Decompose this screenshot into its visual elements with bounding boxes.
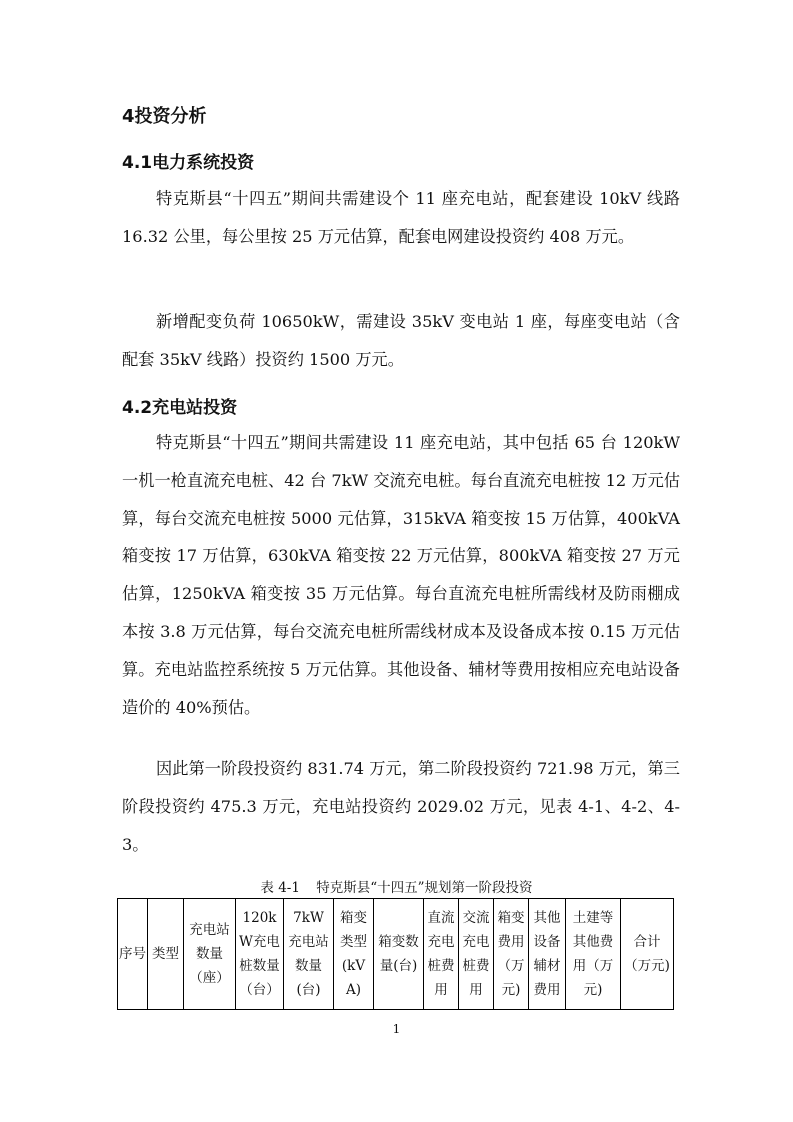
subsection-heading-charging: 4.2充电站投资 xyxy=(122,398,238,418)
header-cell: 序号 xyxy=(118,899,148,1010)
page-number: 1 xyxy=(392,1022,401,1036)
header-cell: 7kW 充电站数量(台) xyxy=(284,899,334,1010)
header-cell: 充电站数量（座） xyxy=(184,899,236,1010)
table-header-row xyxy=(118,899,674,1010)
header-cell: 土建等其他费用（万元) xyxy=(566,899,621,1010)
table-number: 表 4-1 xyxy=(260,880,300,896)
header-cell: 直流充电桩费用 xyxy=(424,899,459,1010)
header-cell: 交流充电桩费用 xyxy=(459,899,494,1010)
paragraph-substation: 新增配变负荷 10650kW，需建设 35kV 变电站 1 座，每座变电站（含配套 35kV 线路）投资约 1500 万元。 xyxy=(122,312,680,369)
header-cell: 类型 xyxy=(148,899,184,1010)
header-cell: 合计（万元) xyxy=(621,899,674,1010)
header-cell: 120kW充电桩数量（台） xyxy=(236,899,284,1010)
table-caption xyxy=(0,876,793,896)
header-cell: 其他设备辅材费用 xyxy=(529,899,566,1010)
section-heading: 4投资分析 xyxy=(122,106,207,127)
subsection-heading-power: 4.1电力系统投资 xyxy=(122,153,255,173)
header-cell: 箱变数量(台) xyxy=(374,899,424,1010)
paragraph-power-lines: 特克斯县“十四五”期间共需建设个 11 座充电站，配套建设 10kV 线路 16.32 公里，每公里按 25 万元估算，配套电网建设投资约 408 万元。 xyxy=(122,189,680,246)
header-cell: 箱变类型(kVA) xyxy=(334,899,374,1010)
header-cell: 箱变费用（万元) xyxy=(494,899,529,1010)
paragraph-stage-totals: 因此第一阶段投资约 831.74 万元，第二阶段投资约 721.98 万元，第三阶段投资约 475.3 万元，充电站投资约 2029.02 万元，见表 4-1、4-2、4-3。 xyxy=(122,759,680,854)
paragraph-charging-costs: 特克斯县“十四五”期间共需建设 11 座充电站，其中包括 65 台 120kW 一机一枪直流充电桩、42 台 7kW 交流充电桩。每台直流充电桩按 12 万元估算，每台交流充电桩按 5000 元估算，315kVA 箱变按 15 万估算，400kVA 箱变按 17 万估算，630kVA 箱变按 22 万元估算，800kVA 箱变按 27 万元估算，1250kVA 箱变按 35 万元估算。每台直流充电桩所需线材及防雨棚成本按 3.8 万元估算，每台交流充电桩所需线材成本及设备成本按 0.15 万元估算。充电站监控系统按 5 万元估算。其他设备、辅材等费用按相应充电站设备造价的 40%预估。 xyxy=(122,433,680,717)
table-title: 特克斯县“十四五”规划第一阶段投资 xyxy=(316,880,533,896)
investment-table xyxy=(117,898,674,1010)
